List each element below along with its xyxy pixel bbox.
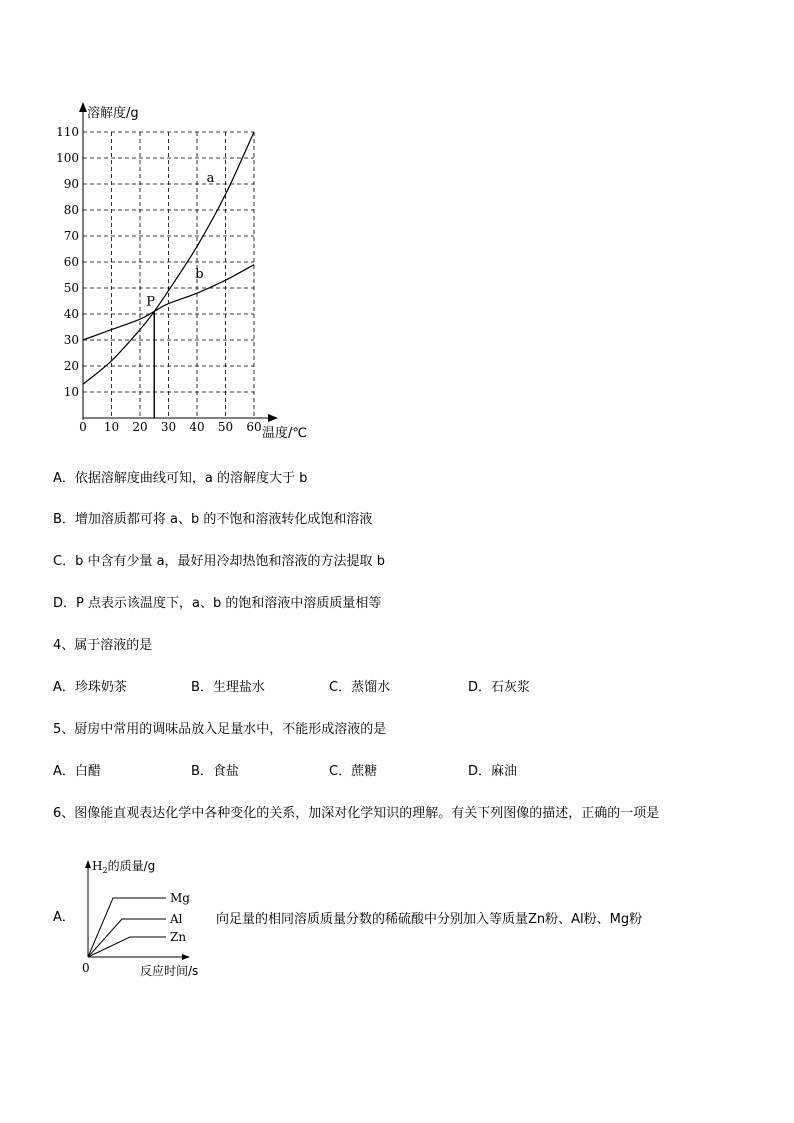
curve-label-a: a — [206, 171, 215, 186]
q3-option-d[interactable]: D．P 点表示该温度下，a、b 的饱和溶液中溶质质量相等 — [53, 596, 382, 611]
x-tick-label: 10 — [103, 420, 120, 434]
y-tick-label: 60 — [63, 255, 79, 269]
h2-y-axis-title: $H_2$的质量/g — [92, 859, 156, 875]
q5-option-b[interactable]: B．食盐 — [191, 764, 239, 779]
q5-option-d[interactable]: D．麻油 — [468, 764, 518, 779]
y-tick-label: 30 — [63, 333, 79, 347]
q5-stem: 5、厨房中常用的调味品放入足量水中，不能形成溶液的是 — [53, 722, 387, 737]
h2-line-label-al: Al — [170, 912, 183, 926]
q3-option-c[interactable]: C．b 中含有少量 a，最好用冷却热饱和溶液的方法提取 b — [53, 554, 385, 569]
y-tick-label: 20 — [63, 359, 79, 373]
q4-option-c[interactable]: C．蒸馏水 — [329, 680, 391, 695]
x-tick-label: 50 — [217, 420, 234, 434]
h2-x-axis-title: 反应时间/s — [140, 964, 199, 978]
y-tick-label: 70 — [63, 229, 79, 243]
h2-line-label-mg: Mg — [170, 891, 190, 905]
x-tick-label: 60 — [246, 420, 262, 434]
q3-option-b[interactable]: B．增加溶质都可将 a、b 的不饱和溶液转化成饱和溶液 — [53, 512, 373, 527]
x-tick-label: 40 — [189, 420, 205, 434]
x-tick-label: 20 — [132, 420, 148, 434]
h2-line-zn — [88, 937, 166, 957]
q4-stem: 4、属于溶液的是 — [53, 638, 153, 653]
x-tick-label: 30 — [160, 420, 177, 434]
h2-y-axis-arrow — [85, 860, 91, 868]
h2-mass-chart — [0, 840, 230, 985]
h2-line-mg — [88, 898, 166, 957]
solubility-chart — [0, 0, 794, 450]
h2-line-label-zn: Zn — [170, 930, 187, 944]
h2-x-axis-arrow — [182, 954, 190, 960]
y-axis-arrow — [79, 102, 87, 112]
y-axis-title: 溶解度/g — [87, 106, 139, 121]
q6-option-a-text: 向足量的相同溶质质量分数的稀硫酸中分别加入等质量Zn粉、Al粉、Mg粉 — [216, 912, 643, 927]
x-axis-arrow — [268, 414, 278, 422]
y-tick-label: 80 — [63, 203, 79, 217]
q6-option-a-label[interactable]: A． — [53, 910, 75, 925]
y-tick-label: 10 — [63, 385, 79, 399]
y-tick-label: 90 — [63, 177, 79, 191]
q5-option-c[interactable]: C．蔗糖 — [329, 764, 378, 779]
point-p-label: P — [146, 294, 155, 310]
q5-option-a[interactable]: A．白醋 — [53, 764, 101, 779]
curve-label-b: b — [195, 267, 204, 283]
origin-label: 0 — [79, 420, 87, 434]
q4-option-a[interactable]: A．珍珠奶茶 — [53, 680, 127, 695]
q4-option-d[interactable]: D．石灰浆 — [468, 680, 531, 695]
y-tick-label: 110 — [56, 125, 79, 139]
y-tick-label: 100 — [56, 151, 79, 165]
q6-stem: 6、图像能直观表达化学中各种变化的关系，加深对化学知识的理解。有关下列图像的描述，正确的一项是 — [53, 806, 660, 821]
h2-origin-label: 0 — [82, 961, 90, 975]
x-axis-title: 温度/℃ — [262, 426, 307, 441]
y-tick-label: 50 — [63, 281, 79, 295]
q3-option-a[interactable]: A．依据溶解度曲线可知，a 的溶解度大于 b — [53, 471, 308, 486]
q4-option-b[interactable]: B．生理盐水 — [191, 680, 265, 695]
y-tick-label: 40 — [63, 307, 79, 321]
